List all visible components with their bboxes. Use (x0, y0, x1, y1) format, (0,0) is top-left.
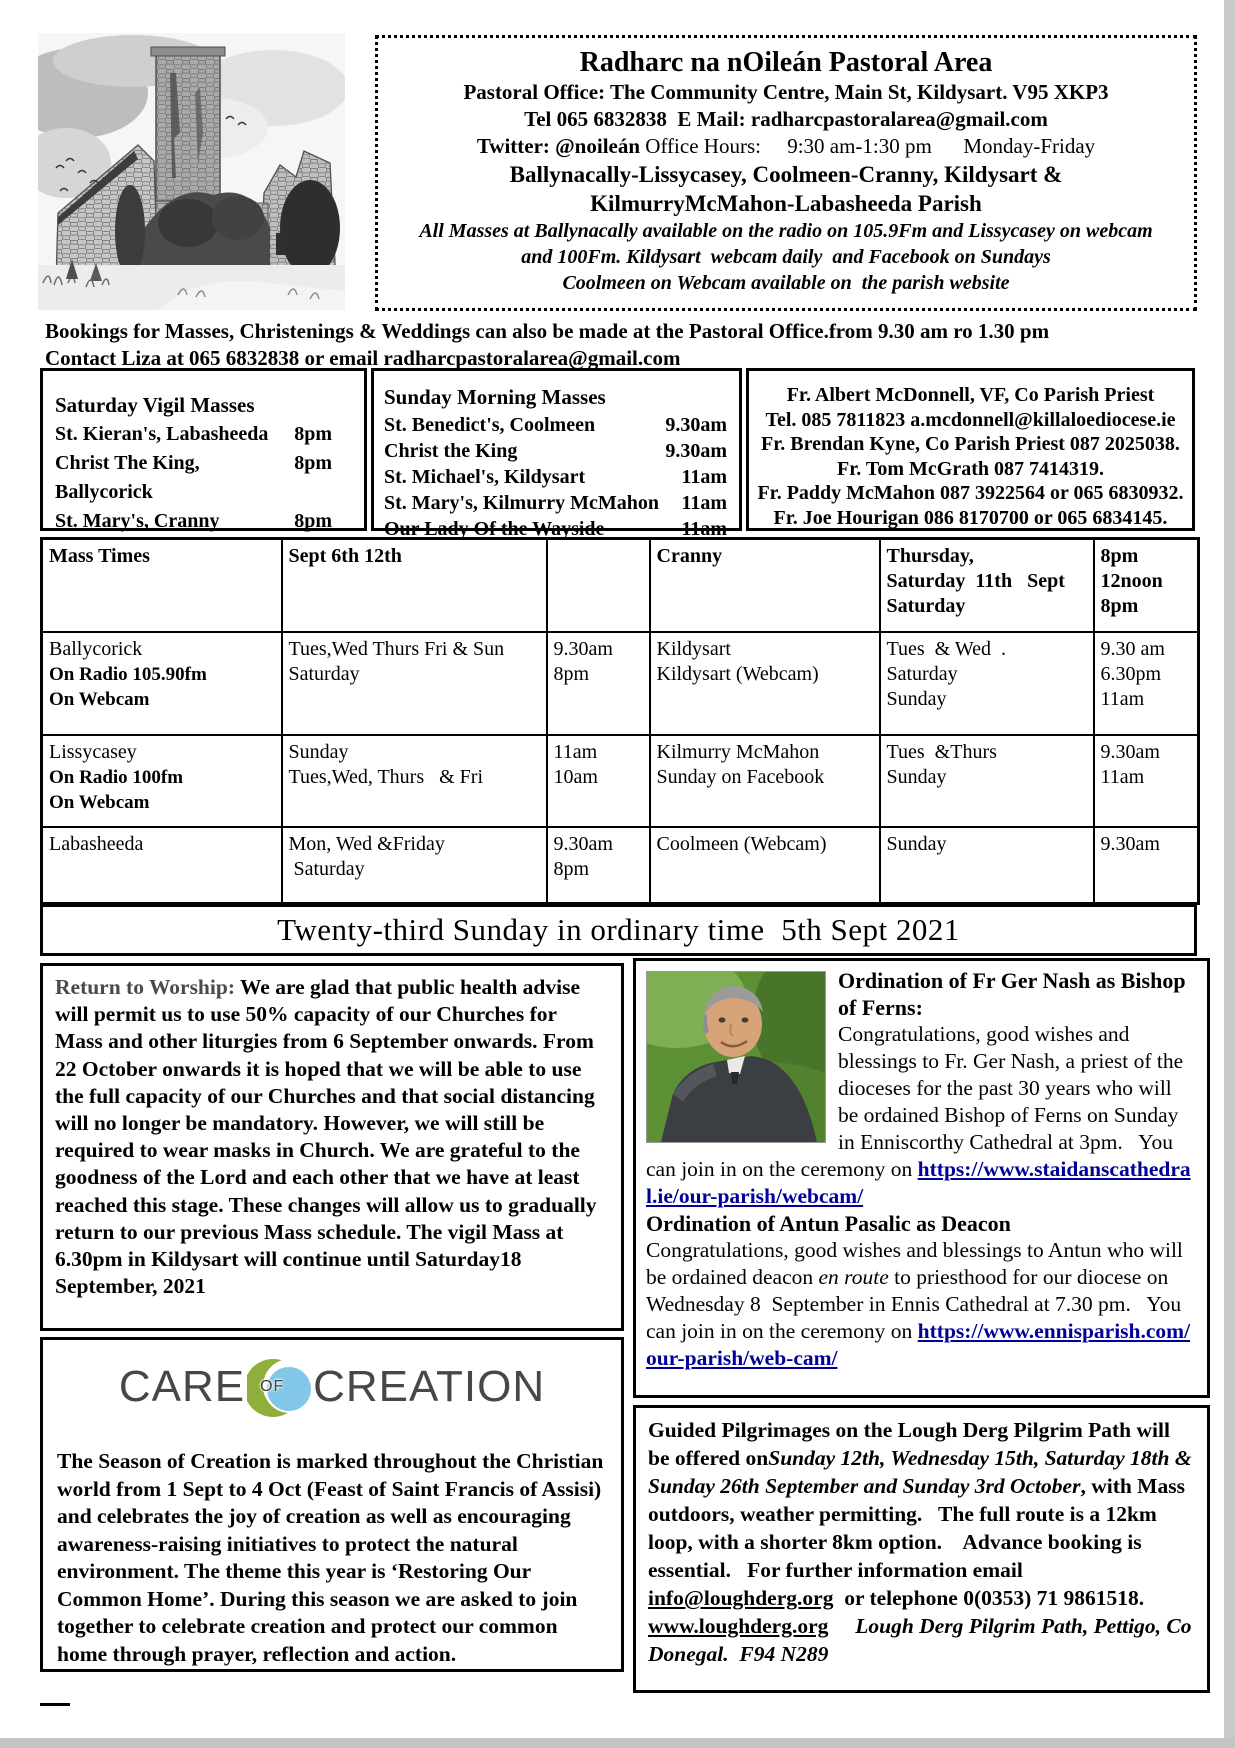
bookings-note (45, 318, 1200, 372)
list-item (384, 490, 727, 516)
sunday-title: Sunday Morning Masses (384, 385, 606, 409)
mass-time: 8pm (294, 452, 332, 474)
priest-line: Fr. Albert McDonnell, VF, Co Parish Priest (786, 384, 1155, 406)
sunday-morning-masses-box (371, 368, 742, 540)
church-name: St. Benedict's, Coolmeen (384, 414, 596, 436)
church-name: St. Mary's, Cranny (55, 510, 220, 532)
list-item (55, 420, 352, 449)
church-name: Our Lady Of the Wayside (384, 518, 605, 540)
return-to-worship-heading: Return to Worship: (55, 975, 240, 999)
ennisparish-webcam-link[interactable]: https://www.ennisparish.com/our-parish/web-cam/ (646, 1319, 1191, 1370)
list-item (55, 449, 352, 507)
mass-time: 11am (681, 492, 727, 514)
return-to-worship-box (40, 963, 624, 1331)
sunday-banner: Twenty-third Sunday in ordinary time 5th Sept 2021 (40, 904, 1197, 956)
saturday-vigil-masses-box (40, 368, 367, 531)
lough-derg-body-1: will be offered on (648, 1418, 1176, 1470)
church-name: St. Kieran's, Labasheeda (55, 423, 269, 445)
care-of-creation-logo (57, 1352, 607, 1422)
list-item (384, 438, 727, 464)
pasalic-body-2: to priesthood for our diocese on Wednesday 8 September in Ennis Cathedral at 7.30 pm. You can join in on the ceremony on (646, 1265, 1187, 1343)
lough-derg-box (633, 1405, 1210, 1693)
pasalic-heading: Ordination of Antun Pasalic as Deacon (646, 1211, 1011, 1236)
church-name: Christ the King (384, 440, 518, 462)
church-name: St. Michael's, Kildysart (384, 466, 586, 488)
masthead (375, 35, 1197, 311)
nash-body: Congratulations, good wishes and blessings to Fr. Ger Nash, a priest of the dioceses for the past 30 years who will be ordained Bishop of Ferns on Sunday in Enniscorthy Cathedral at 3pm. You can join in on the ceremony on (646, 1022, 1189, 1181)
table-cell: 8pm 12noon 8pm (1094, 539, 1199, 632)
table-cell: 9.30am 8pm (547, 827, 650, 904)
staidans-webcam-link[interactable]: https://www.staidanscathedral.ie/our-parish/webcam/ (646, 1157, 1191, 1208)
office-hours: Office Hours: 9:30 am-1:30 pm Monday-Friday (640, 134, 1096, 158)
cutoff-next-box-line (40, 1703, 70, 1706)
priests-box (746, 368, 1195, 531)
table-cell: Tues &Thurs Sunday (880, 735, 1094, 827)
table-cell: Sunday Tues,Wed, Thurs & Fri (282, 735, 547, 827)
radio-note-1: All Masses at Ballynacally available on the radio on 105.9Fm and Lissycasey on webcam (419, 220, 1153, 242)
priest-line: Tel. 085 7811823 a.mcdonnell@killaloediocese.ie (765, 408, 1176, 431)
mass-times-table (40, 537, 1200, 905)
mass-time: 9.30am (665, 414, 727, 436)
table-cell: Labasheeda (42, 827, 282, 904)
return-to-worship-body: We are glad that public health advise will permit us to use 50% capacity of our Churches for Mass and other liturgies from 6 September onwards. From 22 October onwards it is hoped that we will be able to use the full capacity of our Churches and that social distancing will no longer be mandatory. However, we will still be required to wear masks in Church. We are grateful to the goodness of the Lord and each other that we have at least reached this stage. These changes will allow us to gradually return to our previous Mass schedule. The vigil Mass at 6.30pm in Kildysart will continue until Saturday18 September, 2021 (55, 975, 602, 1299)
page-title: Radharc na nOileán Pastoral Area (579, 47, 993, 78)
pastoral-office-address: Pastoral Office: The Community Centre, Main St, Kildysart. V95 XKP3 (463, 80, 1109, 104)
priest-line: Fr. Brendan Kyne, Co Parish Priest 087 2025038. (761, 433, 1180, 455)
pasalic-body-1: Congratulations, good wishes and blessings to Antun who will be ordained deacon (646, 1238, 1189, 1289)
parishes-line-2: KilmurryMcMahon-Labasheeda Parish (590, 191, 982, 216)
season-of-creation-body: The Season of Creation is marked throughout the Christian world from 1 Sept to 4 Oct (Feast of Saint Francis of Assisi) and celebrates the joy of creation as well as encouraging awareness-raising initiatives to protect the natural environment. The theme this year is ‘Restoring Our Common Home’. During this season we are asked to join together to celebrate creation and protect our common home through prayer, reflection and action. (57, 1449, 609, 1666)
church-name: St. Mary's, Kilmurry McMahon (384, 492, 659, 514)
table-cell: Mon, Wed &Friday Saturday (282, 827, 547, 904)
twitter-hours-line (392, 133, 1180, 160)
priest-line: Fr. Tom McGrath 087 7414319. (836, 457, 1105, 480)
nash-heading: Ordination of Fr Ger Nash as Bishop of Ferns: (838, 968, 1186, 1020)
table-row (42, 735, 1199, 827)
fr-ger-nash-photo (646, 971, 826, 1143)
table-cell: 9.30am (1094, 827, 1199, 904)
logo-care-text: CARE (118, 1362, 246, 1411)
table-cell: Lissycasey On Radio 100fm On Webcam (42, 735, 282, 827)
table-cell: Tues & Wed . Saturday Sunday (880, 632, 1094, 735)
lough-derg-address: Lough Derg Pilgrim Path, Pettigo, Co Donegal. F94 N289 (648, 1614, 1197, 1666)
table-cell: Kildysart Kildysart (Webcam) (650, 632, 880, 735)
page-edge-right (1224, 0, 1235, 1748)
table-cell: Thursday, Saturday 11th Sept Saturday (880, 539, 1094, 632)
mass-time: 9.30am (665, 440, 727, 462)
radio-note-2: and 100Fm. Kildysart webcam daily and Facebook on Sundays (521, 246, 1051, 268)
lough-derg-body-2: , with Mass outdoors, weather permitting. The full route is a 12km loop, with a shorter 8km option. Advance booking is essential. For further information email (648, 1474, 1191, 1582)
table-cell: Ballycorick On Radio 105.90fm On Webcam (42, 632, 282, 735)
church-ruins-sketch (38, 33, 345, 310)
priest-line: Fr. Joe Hourigan 086 8170700 or 065 6834145. (773, 506, 1168, 529)
mass-time: 11am (681, 518, 727, 540)
vigil-title: Saturday Vigil Masses (55, 393, 255, 417)
leaf-circle-icon (247, 1352, 311, 1422)
bookings-line-2: Contact Liza at 065 6832838 or email radharcpastoralarea@gmail.com (45, 346, 681, 370)
parishes-line-1: Ballynacally-Lissycasey, Coolmeen-Cranny, Kildysart & (509, 162, 1063, 187)
mass-time: 11am (681, 466, 727, 488)
table-cell: Cranny (650, 539, 880, 632)
table-cell: 9.30am 11am (1094, 735, 1199, 827)
table-cell: Sept 6th 12th (282, 539, 547, 632)
table-row (42, 632, 1199, 735)
logo-creation-text: CREATION (313, 1362, 546, 1411)
table-row (42, 827, 1199, 904)
mass-time: 8pm (294, 510, 332, 532)
table-cell: 9.30am 8pm (547, 632, 650, 735)
table-cell: Kilmurry McMahon Sunday on Facebook (650, 735, 880, 827)
list-item (55, 507, 352, 536)
table-cell: Coolmeen (Webcam) (650, 827, 880, 904)
table-cell: Mass Times (42, 539, 282, 632)
page-edge-bottom (0, 1738, 1235, 1748)
loughderg-website-link[interactable]: www.loughderg.org (648, 1614, 829, 1638)
bookings-line-1: Bookings for Masses, Christenings & Weddings can also be made at the Pastoral Office.from 9.30 am ro 1.30 pm (45, 319, 1050, 343)
table-cell: Tues,Wed Thurs Fri & Sun Saturday (282, 632, 547, 735)
twitter-handle: Twitter: @noileán (476, 134, 641, 158)
ordinations-box (633, 958, 1210, 1398)
table-row (42, 539, 1199, 632)
table-cell (547, 539, 650, 632)
table-cell: 9.30 am 6.30pm 11am (1094, 632, 1199, 735)
table-cell: 11am 10am (547, 735, 650, 827)
table-cell: Sunday (880, 827, 1094, 904)
list-item (384, 412, 727, 438)
church-name: Christ The King, Ballycorick (55, 452, 200, 503)
mass-time: 8pm (294, 423, 332, 445)
pasalic-en-route: en route (818, 1265, 889, 1289)
radio-note-3: Coolmeen on Webcam available on the parish website (562, 272, 1010, 294)
priest-line: Fr. Paddy McMahon 087 3922564 or 065 6830932. (757, 482, 1184, 504)
loughderg-email-link[interactable]: info@loughderg.org (648, 1586, 834, 1610)
lough-derg-dates: Sunday 12th, Wednesday 15th, Saturday 18th & Sunday 26th September and Sunday 3rd October (648, 1446, 1192, 1498)
lough-derg-body-3: or telephone 0(0353) 71 9861518. (833, 1586, 1155, 1610)
logo-of-text: OF (260, 1378, 285, 1395)
list-item (384, 464, 727, 490)
lough-derg-heading: Guided Pilgrimages on the Lough Derg Pilgrim Path (648, 1418, 1132, 1442)
contact-line: Tel 065 6832838 E Mail: radharcpastoralarea@gmail.com (524, 107, 1048, 131)
care-of-creation-box (40, 1337, 624, 1672)
